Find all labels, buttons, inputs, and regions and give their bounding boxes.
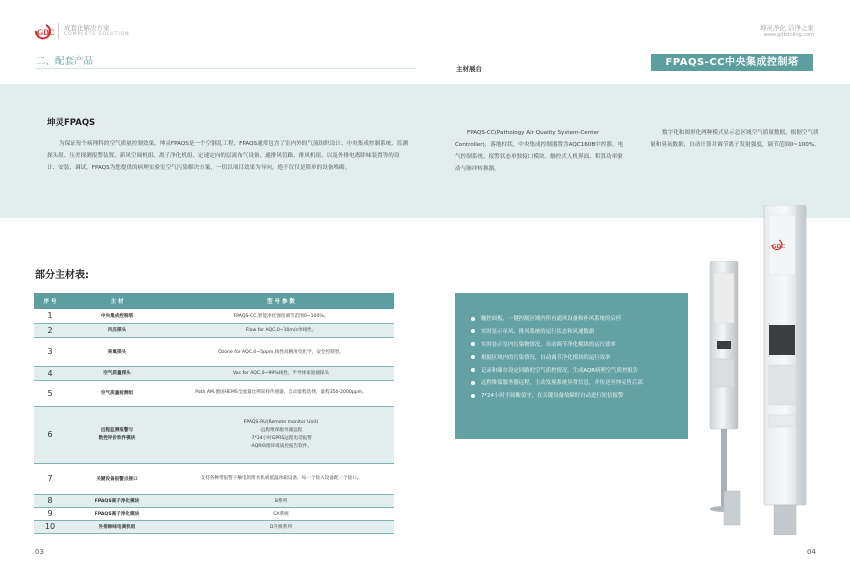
table-title: 部分主材表: (35, 270, 89, 281)
row-spec: FPAQS-CC,智能净化强度调节范围0~100%。 (168, 309, 394, 323)
page-number-left: 03 (35, 548, 44, 556)
bullet-icon (471, 368, 475, 372)
header-right-url: www.gdkunling.com (763, 32, 814, 38)
col-header-index: 序 号 (34, 293, 66, 309)
tower-logo-letters: GDC (772, 244, 786, 250)
product-title-bar: FPAQS-CC中央集成控制塔 (651, 54, 813, 71)
feature-item: 实时显示单风、排风系统的运行状态和风速数据 (471, 326, 643, 339)
row-index: 3 (34, 337, 66, 366)
row-spec: Ozone for AQC,0~5ppm,线性高精度电化学，安全控制型。 (168, 337, 394, 366)
product-description-2: 数字化和图形化两种模式显示总区域空气质量数据，根据空气质量和臭氧数据，自动计算并调节离子发射强度，调节范围0~100%。 (650, 130, 820, 148)
bullet-icon (471, 394, 475, 398)
bullet-icon (471, 381, 475, 385)
table-row (34, 494, 394, 507)
page-number-right: 04 (807, 548, 816, 556)
feature-item: 根据区域内的污染情况，自动调节净化模块的运行效率 (471, 352, 643, 365)
table-row (34, 520, 394, 533)
row-material: FPAQS离子净化模块 (66, 507, 168, 520)
table-row (34, 507, 394, 520)
logo-letters: GDC (37, 28, 55, 37)
row-index: 5 (34, 380, 66, 406)
row-index: 6 (34, 406, 66, 463)
table-row (34, 337, 394, 366)
col-header-spec: 型 号 参 数 (168, 293, 394, 309)
header-left-en: COMPLETE SOLUTION (64, 32, 130, 37)
row-spec: 支持各种带报警干触电的附水机或抵温冰箱设备，每一个接入设备配一个接口。 (168, 463, 394, 494)
row-spec: Flow for AQC,0~10m/s单线性。 (168, 323, 394, 337)
bullet-icon (471, 329, 475, 333)
row-index: 2 (34, 323, 66, 337)
col-header-material: 主 材 (66, 293, 168, 309)
row-spec: D升级系列 (168, 520, 394, 533)
table-row (34, 463, 394, 494)
feature-item: 远程维保服务器远程，主动发现系统异常信息，并传送至坤灵售后部 (471, 377, 643, 390)
intro-heading: 坤灵FPAQS (47, 118, 96, 128)
feature-item: 7*24小时不间断值守，在关键设备故障时自动进行短信报警 (471, 390, 643, 403)
bullet-icon (471, 342, 475, 346)
control-tower-small (708, 261, 744, 529)
row-spec: Path AM,德国HEMS全流量比例采样传感器，自动量程选择，量程350-2000ppm。 (168, 380, 394, 406)
bullet-icon (471, 355, 475, 359)
row-index: 8 (34, 494, 66, 507)
materials-table (34, 293, 394, 534)
bullet-icon (471, 317, 475, 321)
table-row (34, 366, 394, 380)
row-material: 空气质量检测组 (66, 380, 168, 406)
row-material: 空气质量探头 (66, 366, 168, 380)
row-material: 远程监测报警与 数控评价软件模块 (66, 406, 168, 463)
row-material: 外排除味电离机组 (66, 520, 168, 533)
row-material: 臭氧探头 (66, 337, 168, 366)
feature-item: 实时显示室内污染物情况，自动调节净化模块的运行效率 (471, 339, 643, 352)
table-row (34, 309, 394, 323)
row-index: 4 (34, 366, 66, 380)
row-index: 9 (34, 507, 66, 520)
logo-divider (58, 23, 59, 39)
company-logo (34, 22, 56, 40)
row-spec: Voc for AQC,0~99%线性，半导体家庭烟探头 (168, 366, 394, 380)
row-material: FPAQS离子净化模块 (66, 494, 168, 507)
row-material: 中央集成控制塔 (66, 309, 168, 323)
section-title: 二、配套产品 (36, 56, 94, 67)
table-row (34, 406, 394, 463)
section-divider (36, 68, 416, 69)
row-index: 1 (34, 309, 66, 323)
control-tower-large (760, 205, 810, 535)
row-spec: CA系统 (168, 507, 394, 520)
row-material: 风压探头 (66, 323, 168, 337)
feature-item: 记录和储存设定回路的空气质控情况，生成AQR病理空气质控报告 (471, 365, 643, 378)
header-right-cn: 坤灵净化 洁净之家 (759, 24, 814, 32)
tower-display (769, 325, 795, 355)
table-row (34, 380, 394, 406)
intro-paragraph: 为保证每个病理科的空气质量控制效果，坤灵FPAQS是一个空钢乱工程，FPAQS通常包含了室内外的气流组织设计、中央集成控制系统、监测探头组、压差探测报警装置、新风空调机组、离子净化机组、定速定向的层流布气设备、通排风管路、排风机组，以及外排电离除味装置等的设计、安装、调试，FPAQS为您提供的病理实验室空气污染解决方案，一切以项目效果为导向，绝不仅仅是简单的设备堆砌。 (47, 141, 409, 171)
table-row (34, 323, 394, 337)
row-spec: B系列 (168, 494, 394, 507)
product-description: FPAQS-CC(Pathology Air Quality System-Center Controller)，落地柱状，中央集成控制器置含AQC160B中控器、电气控制系统、报警状态单独接口模块、触控式人机界面、积算功率驱动与脉冲转换器。 (455, 130, 624, 172)
center-label: 主材展台 (456, 65, 482, 73)
header-left-cn: 成套化解决方案 (64, 24, 110, 32)
row-index: 7 (34, 463, 66, 494)
row-spec: FPAQS-RU(Remote monitor Unit) ·远程维保服务器远程 ·7*24小时GPRS远程电话报警 ·AQR病理环境质控报告软件。 (168, 406, 394, 463)
row-material: 关键设备报警点接口 (66, 463, 168, 494)
features-box (455, 293, 688, 439)
features-list (471, 313, 643, 403)
row-index: 10 (34, 520, 66, 533)
feature-item: 触控面板，一键控制区域内所有通风设备和补风系统的启停 (471, 313, 643, 326)
